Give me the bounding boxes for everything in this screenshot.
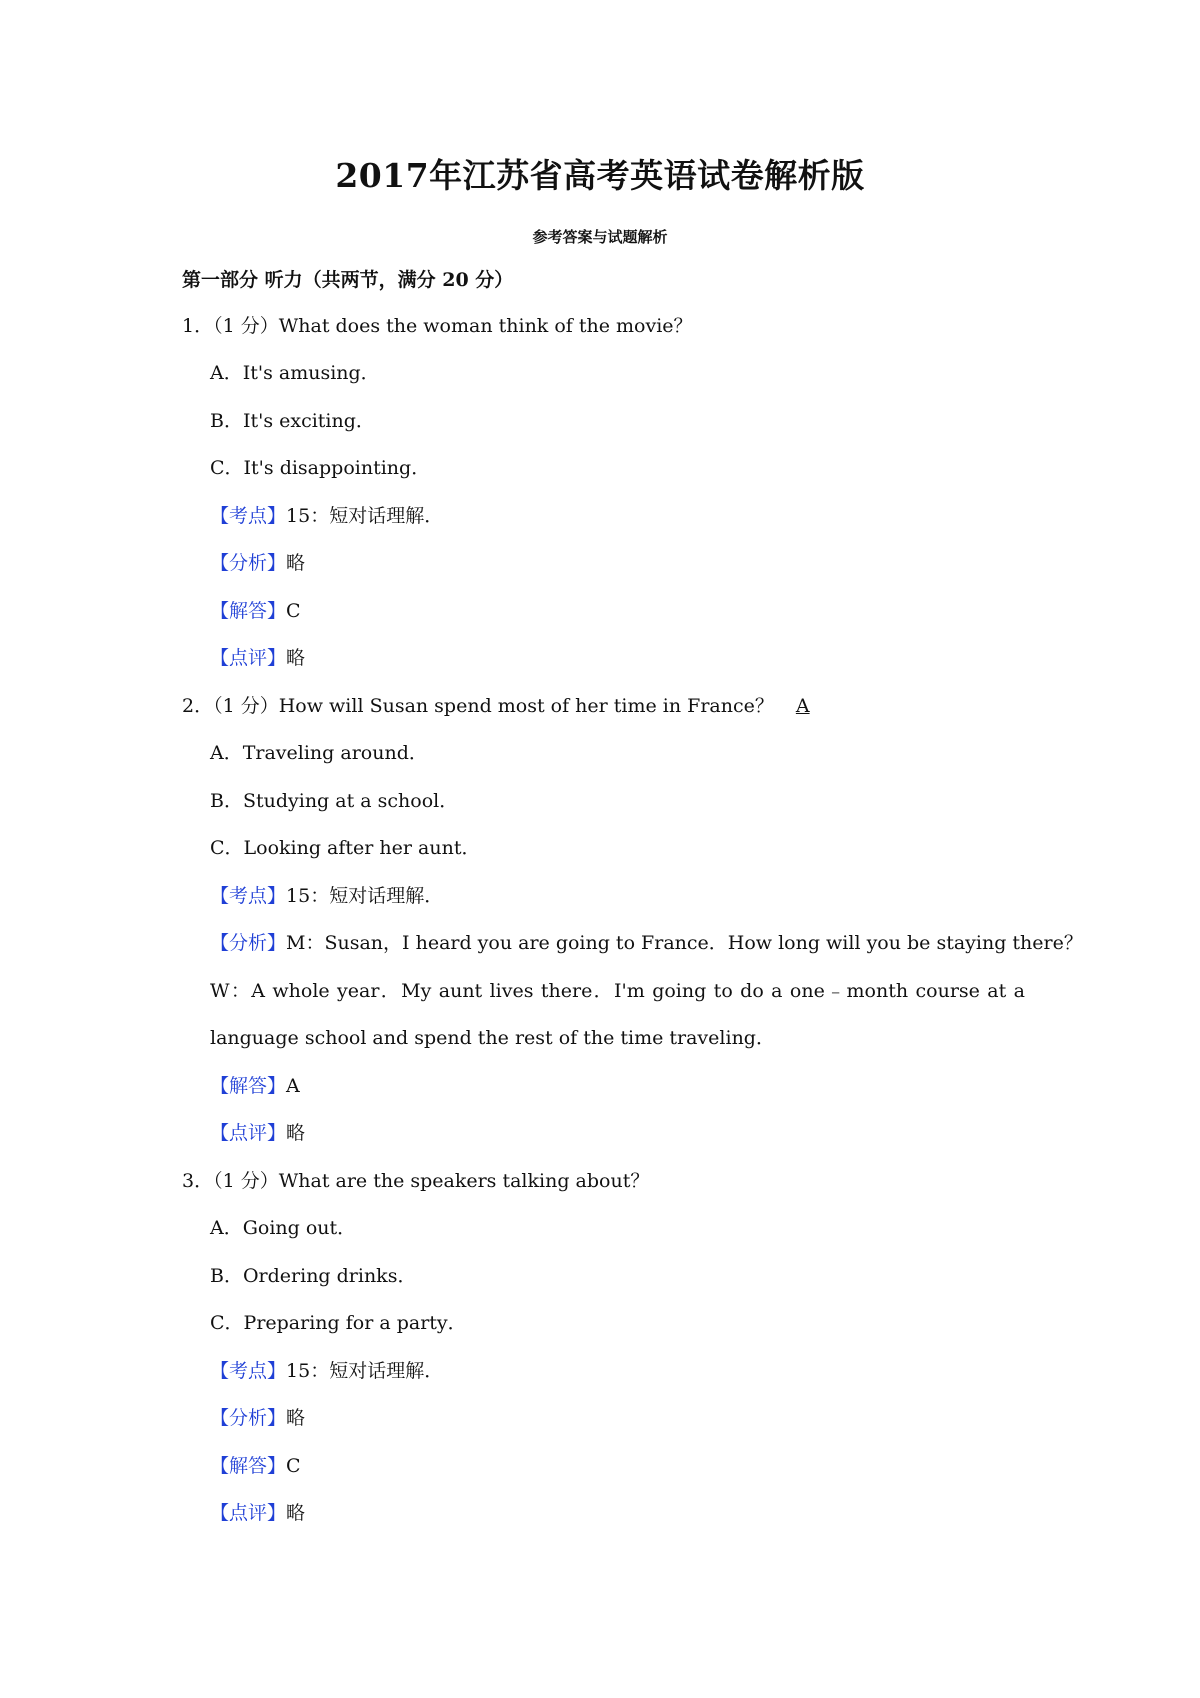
- fenxi-row: [210, 549, 305, 577]
- jieda-row: [210, 1452, 301, 1480]
- jieda-tag: 【解答】: [210, 1075, 287, 1097]
- option-c: C．It's disappointing．: [210, 457, 431, 479]
- option-a: A．It's amusing．: [210, 362, 380, 384]
- kaodian-text: 15：短对话理解．: [286, 1360, 444, 1382]
- dianping-tag: 【点评】: [210, 1122, 287, 1144]
- question-1: [182, 312, 693, 340]
- question-2: [182, 692, 830, 720]
- dianping-tag: 【点评】: [210, 647, 287, 669]
- fenxi-tag: 【分析】: [210, 552, 287, 574]
- option-a: A．Going out．: [210, 1217, 357, 1239]
- dianping-row: [210, 1499, 305, 1527]
- kaodian-row: [210, 1357, 443, 1385]
- page-title: 2017年江苏省高考英语试卷解析版: [335, 156, 865, 195]
- jieda-tag: 【解答】: [210, 1455, 287, 1477]
- kaodian-tag: 【考点】: [210, 1360, 287, 1382]
- jieda-text: C: [286, 600, 301, 622]
- kaodian-text: 15：短对话理解．: [286, 505, 444, 527]
- option-c: C．Preparing for a party．: [210, 1312, 467, 1334]
- fenxi-row: [210, 929, 1083, 957]
- kaodian-row: [210, 502, 443, 530]
- jieda-text: C: [286, 1455, 301, 1477]
- section-heading: 第一部分 听力（共两节，满分 20 分）: [182, 269, 514, 291]
- kaodian-row: [210, 882, 443, 910]
- fenxi-tag: 【分析】: [210, 1407, 287, 1429]
- jieda-tag: 【解答】: [210, 600, 287, 622]
- dianping-row: [210, 644, 305, 672]
- page-subtitle: 参考答案与试题解析: [532, 228, 668, 246]
- dianping-text: 略: [286, 647, 306, 669]
- question-number: 3．: [182, 1170, 214, 1192]
- option-c: C．Looking after her aunt．: [210, 837, 481, 859]
- jieda-row: [210, 597, 301, 625]
- question-number: 2．: [182, 695, 214, 717]
- kaodian-text: 15：短对话理解．: [286, 885, 444, 907]
- question-score: （1 分）: [213, 695, 279, 717]
- option-b: B．Ordering drinks．: [210, 1265, 417, 1287]
- fenxi-text-line3: language school and spend the rest of the time traveling．: [210, 1027, 775, 1049]
- option-a: A．Traveling around．: [210, 742, 428, 764]
- answer-blank: A: [795, 695, 810, 717]
- jieda-row: [210, 1072, 300, 1100]
- option-b: B．It's exciting．: [210, 410, 375, 432]
- question-score: （1 分）: [213, 1170, 279, 1192]
- fenxi-text-line2: W：A whole year．My aunt lives there．I'm going to do a one﹣month course at a: [210, 980, 1025, 1002]
- dianping-tag: 【点评】: [210, 1502, 287, 1524]
- dianping-row: [210, 1119, 305, 1147]
- question-text: What does the woman think of the movie？: [278, 315, 693, 337]
- question-text: How will Susan spend most of her time in France？: [278, 695, 774, 717]
- fenxi-text: 略: [286, 1407, 306, 1429]
- question-score: （1 分）: [213, 315, 279, 337]
- fenxi-row: [210, 1404, 305, 1432]
- fenxi-tag: 【分析】: [210, 932, 287, 954]
- dianping-text: 略: [286, 1122, 306, 1144]
- fenxi-text: 略: [286, 552, 306, 574]
- kaodian-tag: 【考点】: [210, 505, 287, 527]
- fenxi-text: M：Susan，I heard you are going to France．How long will you be staying there？: [286, 932, 1083, 954]
- option-b: B．Studying at a school．: [210, 790, 459, 812]
- dianping-text: 略: [286, 1502, 306, 1524]
- jieda-text: A: [286, 1075, 300, 1097]
- question-3: [182, 1167, 649, 1195]
- question-number: 1．: [182, 315, 214, 337]
- question-text: What are the speakers talking about？: [278, 1170, 650, 1192]
- kaodian-tag: 【考点】: [210, 885, 287, 907]
